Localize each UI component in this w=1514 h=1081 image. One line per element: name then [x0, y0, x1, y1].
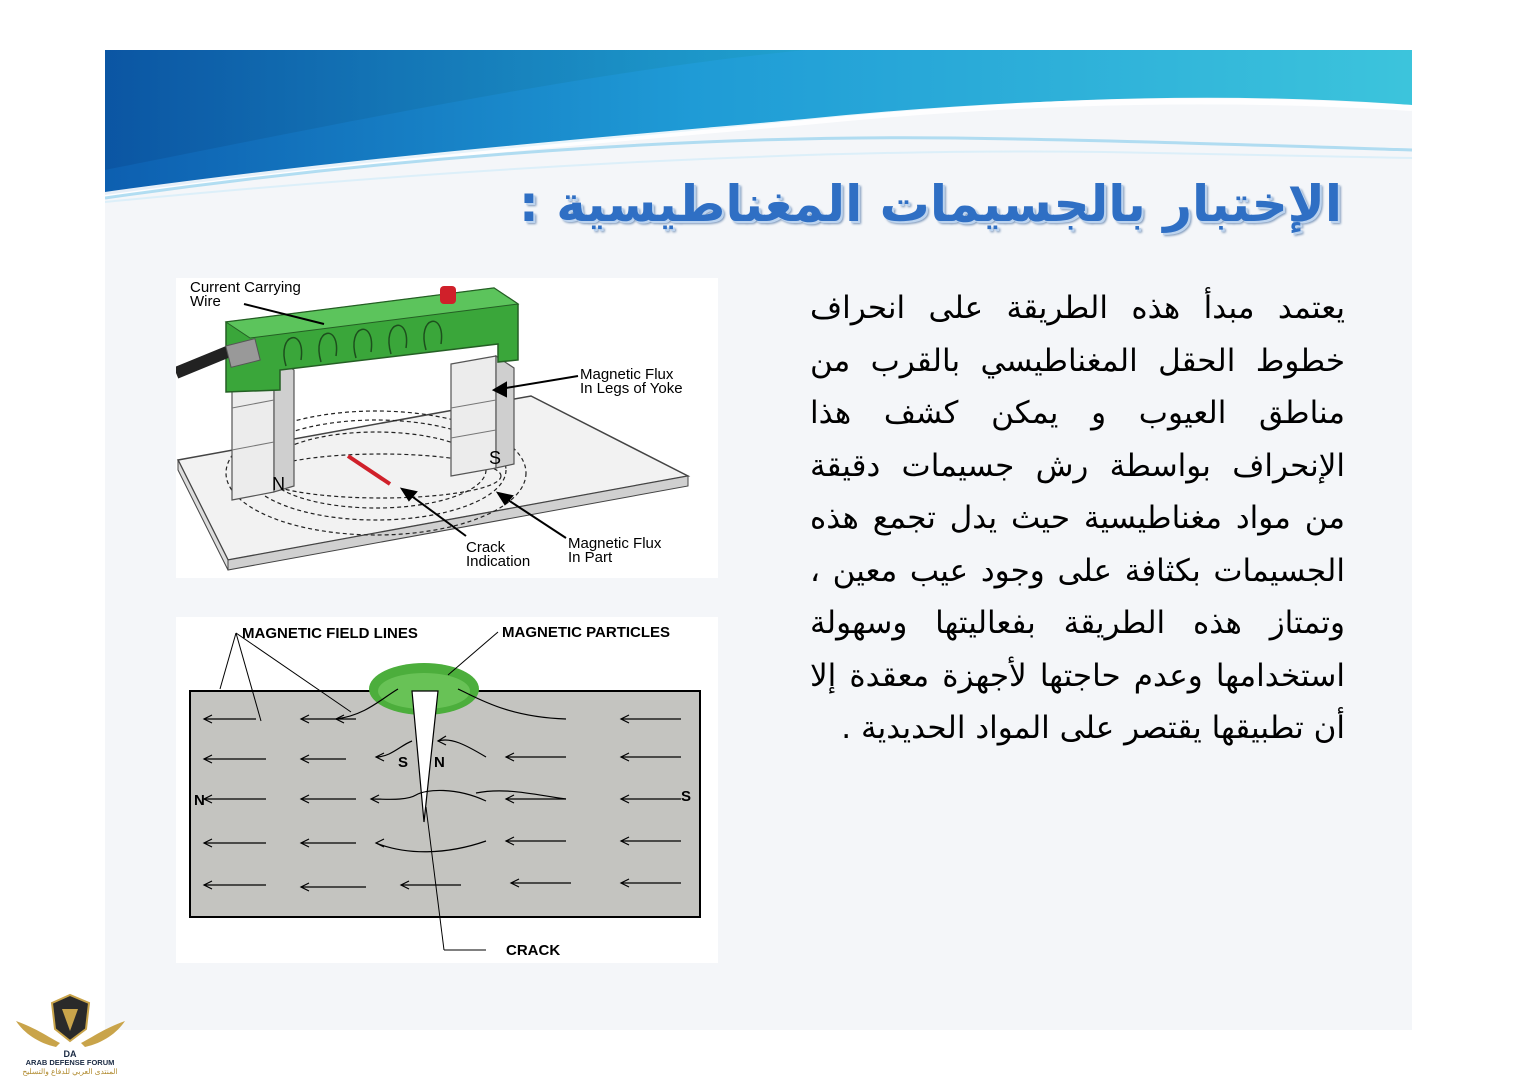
pole-right-s: S	[681, 788, 692, 805]
power-cable	[176, 350, 232, 373]
crack-pole-n: N	[434, 754, 445, 771]
switch-button-icon	[440, 286, 456, 304]
label-crack-1: Crack	[466, 539, 506, 556]
yoke-magnetization-figure	[176, 278, 718, 578]
logo-name-ar: المنتدى العربي للدفاع والتسليح	[22, 1067, 118, 1076]
label-flux-legs-2: In Legs of Yoke	[580, 380, 683, 397]
slide-title: الإختبار بالجسيمات المغناطيسية :	[518, 175, 1342, 233]
pole-s-label: S	[489, 448, 502, 468]
label-crack: CRACK	[506, 942, 561, 959]
yoke-diagram-svg	[176, 278, 718, 578]
arab-defense-forum-logo	[8, 985, 133, 1077]
label-flux-part-1: Magnetic Flux	[568, 535, 662, 552]
field-lines-svg	[176, 617, 718, 963]
logo-mark: DA	[63, 1049, 77, 1059]
pole-left-n: N	[194, 792, 205, 809]
pole-n-label: N	[272, 474, 285, 494]
label-magnetic-particles: MAGNETIC PARTICLES	[502, 624, 671, 641]
label-crack-2: Indication	[466, 553, 531, 570]
label-flux-part-2: In Part	[568, 549, 613, 566]
label-magnetic-field-lines: MAGNETIC FIELD LINES	[242, 625, 418, 642]
label-flux-legs-1: Magnetic Flux	[580, 366, 674, 383]
crack-pole-s: S	[398, 754, 409, 771]
label-current-wire-1: Current Carrying	[190, 279, 301, 296]
body-paragraph: يعتمد مبدأ هذه الطريقة على انحراف خطوط الحقل المغناطيسي بالقرب من مناطق العيوب و يمكن كشف هذا الإنحراف بواسطة رش جسيمات دقيقة من مواد مغناطيسية حيث يدل تجمع هذه الجسيمات بكثافة على وجود عيب معين ، وتمتاز هذه الطريقة بفعاليتها وسهولة استخدامها وعدم حاجتها لأجهزة معقدة إلا أن تطبيقها يقتصر على المواد الحديدية .	[810, 290, 1345, 746]
logo-name-en: ARAB DEFENSE FORUM	[25, 1058, 115, 1067]
logo-emblem-icon	[8, 985, 133, 1077]
field-lines-crack-figure	[176, 617, 718, 963]
label-current-wire-2: Wire	[190, 293, 221, 310]
